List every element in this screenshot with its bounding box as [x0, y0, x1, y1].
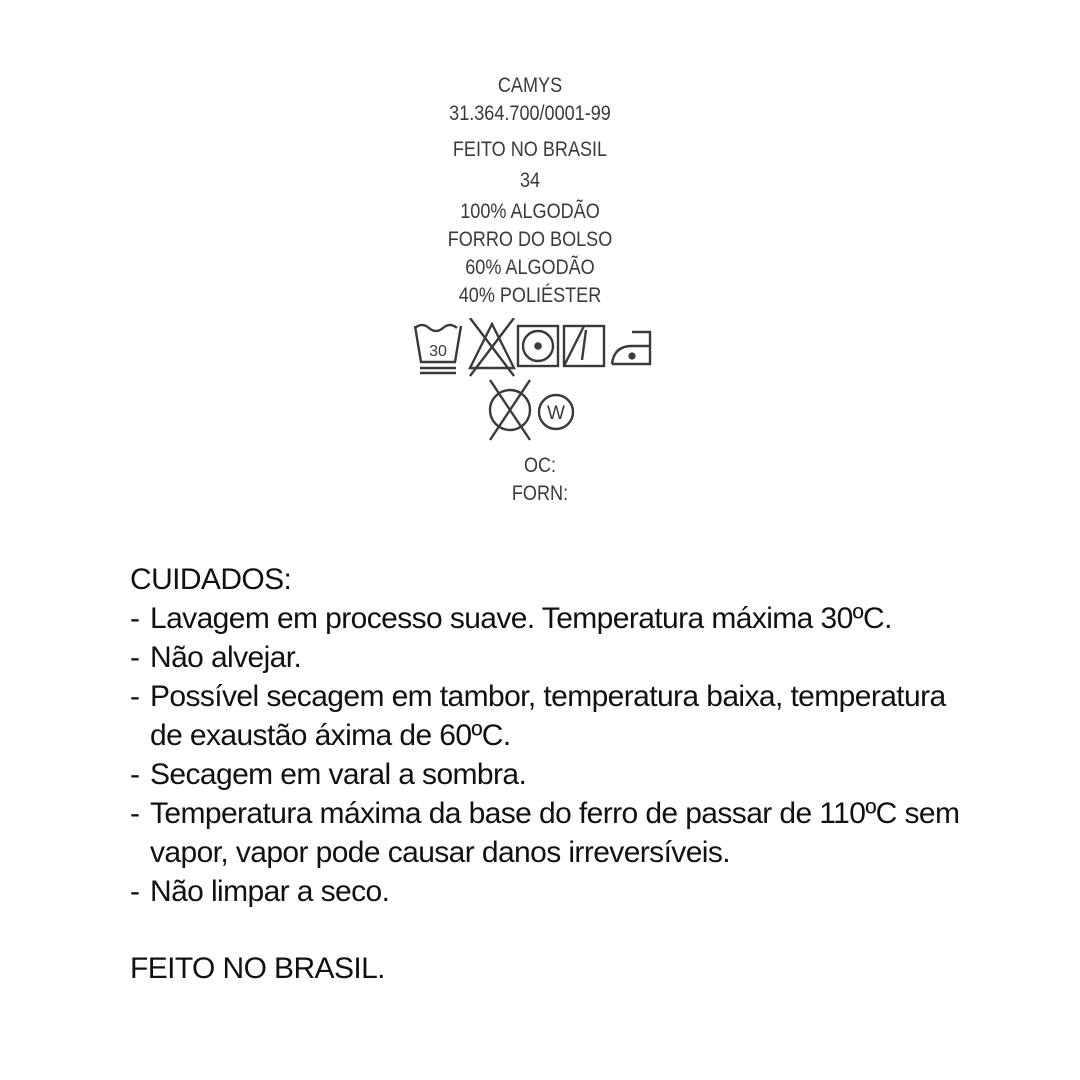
care-item — [130, 755, 960, 794]
care-title: CUIDADOS: — [130, 563, 292, 596]
care-item — [130, 599, 960, 638]
care-item — [130, 677, 960, 755]
cnpj-number: 31.364.700/0001-99 — [449, 102, 611, 125]
bullet-dash: - — [130, 680, 140, 713]
bullet-dash: - — [130, 797, 140, 830]
professional-wet-clean-icon — [539, 395, 573, 429]
care-instructions — [130, 560, 960, 988]
forn-label: FORN: — [511, 482, 569, 505]
wash-temperature: 30 — [429, 343, 447, 360]
origin-text: FEITO NO BRASIL — [452, 138, 608, 161]
oc-label: OC: — [523, 454, 557, 477]
care-item-text: Temperatura máxima da base do ferro de passar de 110ºC sem vapor, vapor pode causar danos irreversíveis. — [150, 797, 960, 869]
order-fields — [454, 452, 626, 508]
care-item-text: Possível secagem em tambor, temperatura baixa, temperatura de exaustão áxima de 60ºC. — [150, 680, 946, 752]
bullet-dash: - — [130, 602, 140, 635]
no-bleach-icon — [470, 318, 514, 376]
made-in-text: FEITO NO BRASIL. — [130, 952, 385, 985]
care-item — [130, 638, 960, 677]
composition-main: 100% ALGODÃO — [460, 200, 600, 223]
iron-low-icon — [612, 332, 650, 364]
line-dry-shade-icon — [564, 326, 604, 366]
brand-name: CAMYS — [497, 74, 563, 97]
no-dry-clean-icon — [490, 380, 530, 440]
bullet-dash: - — [130, 875, 140, 908]
wash-30-gentle-icon — [415, 325, 461, 373]
care-item — [130, 794, 960, 872]
garment-label-header — [358, 72, 702, 310]
wet-clean-letter: W — [547, 403, 565, 424]
care-item — [130, 872, 960, 911]
care-item-text: Não alvejar. — [150, 641, 302, 674]
bullet-dash: - — [130, 641, 140, 674]
care-symbols-row-1 — [412, 318, 652, 378]
tumble-dry-low-icon — [518, 326, 558, 366]
care-item-text: Secagem em varal a sombra. — [150, 758, 527, 791]
care-item-text: Lavagem em processo suave. Temperatura máxima 30ºC. — [150, 602, 892, 635]
pocket-composition-2: 40% POLIÉSTER — [458, 284, 602, 307]
pocket-lining-title: FORRO DO BOLSO — [447, 228, 613, 251]
size-value: 34 — [519, 169, 541, 192]
pocket-composition-1: 60% ALGODÃO — [465, 256, 595, 279]
care-item-text: Não limpar a seco. — [150, 875, 390, 908]
bullet-dash: - — [130, 758, 140, 791]
care-symbols-row-2 — [482, 378, 582, 442]
